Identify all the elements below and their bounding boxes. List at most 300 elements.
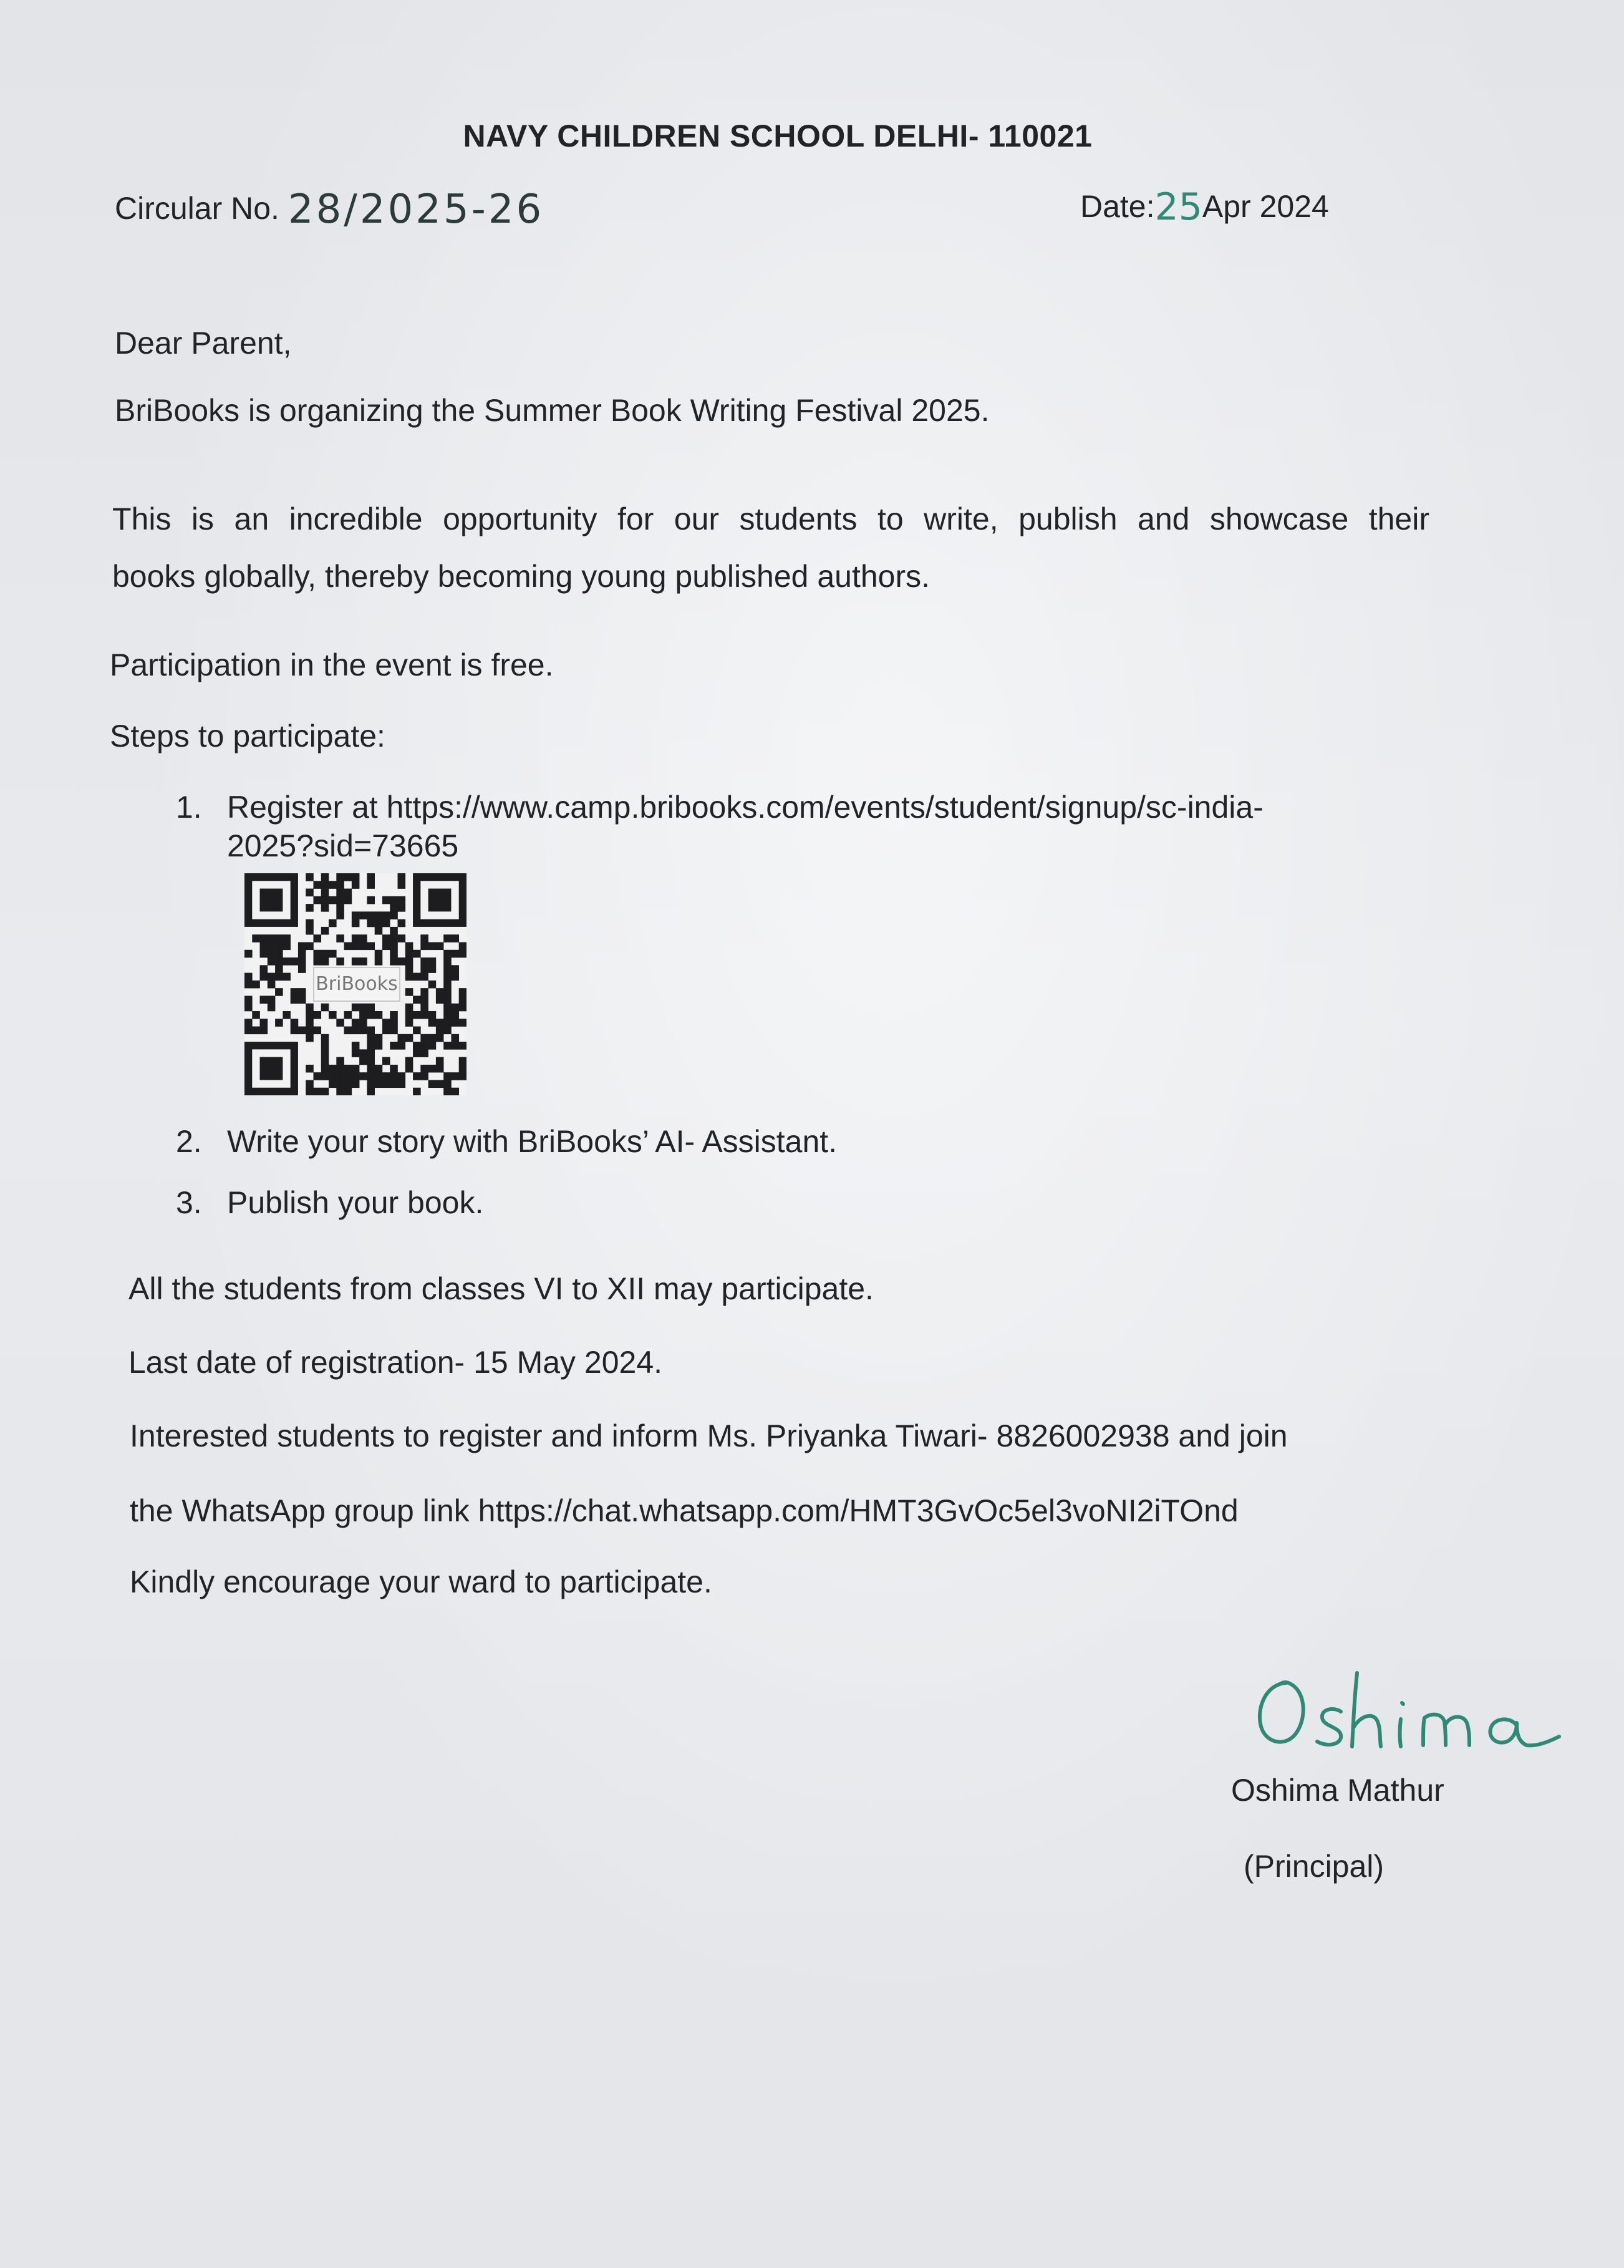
- qr-module: [336, 896, 344, 904]
- qr-module: [413, 1088, 421, 1095]
- qr-module: [382, 919, 390, 928]
- qr-module: [390, 1019, 398, 1027]
- qr-module: [336, 1080, 344, 1088]
- qr-finder-inner: [428, 889, 452, 912]
- qr-module: [390, 934, 398, 943]
- date-day-handwritten: 25: [1154, 185, 1202, 229]
- qr-module: [405, 942, 413, 950]
- qr-module: [260, 1019, 268, 1027]
- step-3-text: Publish your book.: [227, 1185, 484, 1220]
- opportunity-line-2: books globally, thereby becoming young published authors.: [112, 559, 930, 594]
- qr-module: [459, 1004, 466, 1012]
- qr-module: [436, 1057, 444, 1065]
- qr-module: [306, 889, 314, 897]
- qr-module: [321, 904, 329, 912]
- qr-module: [313, 1027, 321, 1035]
- qr-module: [329, 1065, 337, 1073]
- qr-module: [413, 950, 421, 958]
- qr-module: [344, 873, 352, 881]
- qr-module: [344, 889, 352, 897]
- qr-module: [352, 873, 360, 881]
- qr-module: [398, 881, 406, 889]
- qr-module: [459, 1072, 466, 1080]
- free-participation-note: Participation in the event is free.: [110, 647, 554, 682]
- qr-module: [367, 1011, 375, 1019]
- qr-module: [398, 1080, 406, 1088]
- qr-module: [298, 996, 306, 1004]
- qr-module: [313, 950, 321, 958]
- qr-module: [451, 934, 459, 943]
- qr-module: [436, 942, 444, 950]
- qr-module: [390, 1027, 398, 1035]
- qr-module: [405, 1065, 413, 1073]
- qr-module: [367, 1004, 375, 1012]
- qr-module: [283, 973, 291, 981]
- qr-module: [268, 996, 276, 1004]
- qr-module: [344, 1072, 352, 1080]
- qr-module: [291, 1019, 299, 1027]
- qr-module: [336, 881, 344, 889]
- qr-module: [405, 973, 413, 981]
- qr-module: [260, 973, 268, 981]
- qr-module: [405, 1011, 413, 1019]
- qr-module: [352, 942, 360, 950]
- qr-module: [291, 988, 299, 996]
- qr-module: [390, 1065, 398, 1073]
- contact-line-1: Interested students to register and inform Ms. Priyanka Tiwari- 8826002938 and join: [130, 1418, 1288, 1453]
- qr-module: [244, 950, 253, 958]
- qr-module: [420, 1065, 428, 1073]
- qr-module: [428, 981, 437, 989]
- qr-module: [398, 904, 406, 912]
- qr-module: [413, 996, 421, 1004]
- qr-module: [443, 988, 452, 996]
- qr-module: [244, 1027, 253, 1035]
- qr-module: [306, 1011, 314, 1019]
- qr-module: [367, 919, 375, 928]
- qr-module: [451, 1042, 459, 1050]
- qr-module: [375, 1065, 383, 1073]
- qr-module: [252, 934, 260, 943]
- qr-module: [375, 1080, 383, 1088]
- step-1-number: 1.: [176, 790, 202, 825]
- qr-module: [336, 911, 344, 919]
- principal-title: (Principal): [1244, 1849, 1385, 1884]
- qr-module: [420, 1004, 428, 1012]
- qr-module: [451, 1019, 459, 1027]
- qr-module: [306, 927, 314, 935]
- qr-module: [352, 1072, 360, 1080]
- qr-module: [352, 881, 360, 889]
- qr-module: [329, 1072, 337, 1080]
- qr-module: [405, 988, 413, 996]
- qr-module: [420, 1049, 428, 1057]
- qr-module: [313, 1072, 321, 1080]
- qr-module: [443, 1019, 452, 1027]
- qr-module: [329, 1011, 337, 1019]
- qr-module: [436, 1019, 444, 1027]
- qr-module: [420, 988, 428, 996]
- qr-module: [420, 1042, 428, 1050]
- qr-module: [398, 957, 406, 966]
- qr-module: [268, 942, 276, 950]
- qr-module: [459, 988, 466, 996]
- qr-module: [413, 1027, 421, 1035]
- qr-module: [375, 919, 383, 928]
- qr-module: [268, 934, 276, 943]
- principal-signature: [1247, 1659, 1572, 1765]
- qr-module: [451, 1072, 459, 1080]
- qr-module: [390, 1042, 398, 1050]
- qr-module: [359, 1072, 367, 1080]
- qr-module: [428, 965, 437, 973]
- qr-module: [321, 1042, 329, 1050]
- qr-module: [375, 1011, 383, 1019]
- eligibility-note: All the students from classes VI to XII may participate.: [128, 1271, 874, 1306]
- qr-module: [405, 1034, 413, 1042]
- qr-module: [352, 919, 360, 928]
- qr-module: [390, 911, 398, 919]
- qr-module: [413, 1049, 421, 1057]
- qr-module: [321, 896, 329, 904]
- qr-module: [275, 1019, 283, 1027]
- qr-module: [336, 1019, 344, 1027]
- qr-module: [390, 927, 398, 935]
- qr-module: [306, 1019, 314, 1027]
- qr-module: [298, 957, 306, 966]
- qr-module: [382, 1057, 390, 1065]
- step-1-text-continued: 2025?sid=73665: [227, 828, 459, 863]
- qr-module: [306, 1088, 314, 1095]
- qr-module: [344, 896, 352, 904]
- qr-module: [420, 957, 428, 966]
- qr-module: [244, 1019, 253, 1027]
- qr-module: [321, 927, 329, 935]
- qr-module: [367, 1057, 375, 1065]
- qr-module: [451, 1088, 459, 1095]
- qr-module: [428, 1065, 437, 1073]
- qr-module: [359, 942, 367, 950]
- qr-module: [298, 950, 306, 958]
- registration-qr-code: [244, 873, 466, 1095]
- qr-module: [367, 1080, 375, 1088]
- step-3-number: 3.: [176, 1185, 202, 1220]
- qr-module: [359, 1004, 367, 1012]
- qr-module: [260, 942, 268, 950]
- qr-module: [321, 1004, 329, 1012]
- qr-module: [443, 1088, 452, 1095]
- qr-module: [268, 957, 276, 966]
- qr-module: [268, 973, 276, 981]
- qr-module: [443, 1080, 452, 1088]
- qr-module: [244, 981, 253, 989]
- qr-module: [321, 1049, 329, 1057]
- qr-module: [367, 911, 375, 919]
- qr-module: [382, 1019, 390, 1027]
- qr-module: [382, 1072, 390, 1080]
- qr-module: [443, 1011, 452, 1019]
- qr-module: [352, 1004, 360, 1012]
- qr-module: [344, 1011, 352, 1019]
- circular-number-line: [115, 182, 544, 233]
- qr-module: [436, 988, 444, 996]
- qr-module: [390, 904, 398, 912]
- qr-module: [459, 1019, 466, 1027]
- qr-module: [382, 896, 390, 904]
- qr-module: [336, 873, 344, 881]
- qr-module: [443, 934, 452, 943]
- date-line: [1080, 182, 1329, 227]
- qr-module: [306, 1080, 314, 1088]
- qr-module: [352, 1049, 360, 1057]
- step-2-text: Write your story with BriBooks’ AI- Assistant.: [227, 1124, 838, 1159]
- qr-module: [359, 957, 367, 966]
- qr-module: [451, 1034, 459, 1042]
- qr-module: [352, 1042, 360, 1050]
- qr-module: [398, 1072, 406, 1080]
- qr-module: [443, 950, 452, 958]
- qr-module: [413, 1072, 421, 1080]
- qr-module: [291, 1027, 299, 1035]
- qr-module: [443, 981, 452, 989]
- qr-finder-inner: [260, 1057, 283, 1080]
- qr-module: [398, 919, 406, 928]
- qr-module: [359, 911, 367, 919]
- qr-module: [244, 973, 253, 981]
- qr-module: [390, 1011, 398, 1019]
- step-1-text: Register at https://www.camp.bribooks.com/events/student/signup/sc-india-: [227, 790, 1264, 825]
- qr-module: [420, 934, 428, 943]
- qr-module: [428, 942, 437, 950]
- qr-module: [367, 1049, 375, 1057]
- qr-module: [420, 965, 428, 973]
- qr-module: [268, 1004, 276, 1012]
- qr-module: [367, 1072, 375, 1080]
- qr-module: [359, 934, 367, 943]
- qr-module: [298, 988, 306, 996]
- qr-module: [306, 1065, 314, 1073]
- qr-module: [367, 942, 375, 950]
- qr-module: [443, 965, 452, 973]
- qr-module: [275, 988, 283, 996]
- qr-module: [321, 1088, 329, 1095]
- qr-module: [420, 1011, 428, 1019]
- qr-module: [268, 981, 276, 989]
- qr-module: [321, 957, 329, 966]
- qr-module: [443, 1042, 452, 1050]
- step-2-number: 2.: [176, 1124, 202, 1159]
- qr-module: [306, 873, 314, 881]
- qr-module: [283, 934, 291, 943]
- signature-graphic: [1247, 1659, 1572, 1765]
- qr-module: [375, 950, 383, 958]
- qr-module: [428, 1042, 437, 1050]
- qr-module: [275, 965, 283, 973]
- circular-label: Circular No.: [115, 191, 279, 226]
- qr-module: [260, 950, 268, 958]
- qr-module: [451, 950, 459, 958]
- qr-module: [291, 996, 299, 1004]
- qr-module: [321, 1065, 329, 1073]
- qr-module: [443, 1027, 452, 1035]
- qr-logo-label: BriBooks: [313, 967, 400, 1002]
- qr-module: [306, 919, 314, 928]
- qr-module: [244, 1004, 253, 1012]
- qr-module: [313, 881, 321, 889]
- qr-module: [390, 1072, 398, 1080]
- contact-line-2: the WhatsApp group link https://chat.whatsapp.com/HMT3GvOc5el3voNI2iTOnd: [130, 1493, 1239, 1528]
- qr-module: [321, 881, 329, 889]
- qr-module: [405, 1057, 413, 1065]
- qr-module: [420, 1034, 428, 1042]
- salutation: Dear Parent,: [115, 326, 292, 361]
- qr-module: [436, 1080, 444, 1088]
- qr-module: [352, 1027, 360, 1035]
- qr-module: [367, 896, 375, 904]
- circular-number-handwritten: 28/2025-26: [288, 187, 544, 233]
- qr-module: [382, 942, 390, 950]
- qr-module: [352, 911, 360, 919]
- qr-module: [367, 1027, 375, 1035]
- qr-module: [451, 1011, 459, 1019]
- qr-module: [428, 1011, 437, 1019]
- qr-module: [405, 950, 413, 958]
- qr-module: [313, 896, 321, 904]
- qr-module: [321, 1034, 329, 1042]
- qr-module: [375, 1042, 383, 1050]
- qr-module: [298, 942, 306, 950]
- qr-module: [413, 1042, 421, 1050]
- qr-module: [459, 1042, 466, 1050]
- qr-module: [375, 1072, 383, 1080]
- qr-module: [329, 1080, 337, 1088]
- qr-module: [436, 1065, 444, 1073]
- qr-module: [336, 1088, 344, 1095]
- qr-module: [352, 1080, 360, 1088]
- qr-module: [436, 996, 444, 1004]
- qr-module: [244, 996, 253, 1004]
- qr-module: [443, 973, 452, 981]
- qr-module: [275, 973, 283, 981]
- qr-module: [443, 1072, 452, 1080]
- qr-module: [352, 1065, 360, 1073]
- qr-module: [451, 1004, 459, 1012]
- qr-module: [275, 957, 283, 966]
- qr-module: [428, 1080, 437, 1088]
- qr-module: [359, 1027, 367, 1035]
- qr-module: [413, 1011, 421, 1019]
- qr-module: [436, 1034, 444, 1042]
- qr-module: [260, 934, 268, 943]
- qr-module: [321, 1057, 329, 1065]
- qr-module: [405, 965, 413, 973]
- qr-module: [298, 1027, 306, 1035]
- qr-module: [306, 1004, 314, 1012]
- qr-module: [329, 896, 337, 904]
- step-1: [176, 788, 1264, 826]
- qr-module: [451, 965, 459, 973]
- qr-module: [313, 1011, 321, 1019]
- qr-module: [313, 1088, 321, 1095]
- qr-module: [321, 889, 329, 897]
- date-label: Date:: [1080, 189, 1155, 224]
- qr-module: [405, 957, 413, 966]
- qr-module: [352, 934, 360, 943]
- qr-module: [398, 873, 406, 881]
- qr-module: [428, 1034, 437, 1042]
- qr-module: [382, 934, 390, 943]
- qr-module: [321, 873, 329, 881]
- qr-module: [420, 973, 428, 981]
- step-3: [176, 1184, 483, 1221]
- qr-module: [398, 1042, 406, 1050]
- qr-module: [344, 1065, 352, 1073]
- last-date-note: Last date of registration- 15 May 2024.: [128, 1345, 663, 1380]
- school-name-heading: NAVY CHILDREN SCHOOL DELHI- 110021: [463, 119, 1093, 153]
- qr-module: [459, 1057, 466, 1065]
- qr-module: [344, 1027, 352, 1035]
- qr-module: [352, 1019, 360, 1027]
- qr-module: [367, 1034, 375, 1042]
- qr-module: [283, 1011, 291, 1019]
- qr-module: [291, 957, 299, 966]
- qr-module: [336, 904, 344, 912]
- qr-module: [443, 996, 452, 1004]
- qr-module: [459, 950, 466, 958]
- qr-module: [336, 1057, 344, 1065]
- qr-module: [382, 911, 390, 919]
- qr-module: [359, 1011, 367, 1019]
- qr-finder-inner: [260, 889, 283, 912]
- qr-module: [283, 942, 291, 950]
- qr-module: [344, 1088, 352, 1095]
- qr-module: [252, 1027, 260, 1035]
- qr-module: [398, 934, 406, 943]
- closing-line: Kindly encourage your ward to participate.: [130, 1564, 712, 1599]
- qr-module: [405, 1019, 413, 1027]
- qr-module: [420, 996, 428, 1004]
- qr-module: [306, 1027, 314, 1035]
- qr-module: [260, 965, 268, 973]
- qr-module: [352, 957, 360, 966]
- qr-module: [375, 927, 383, 935]
- qr-module: [260, 996, 268, 1004]
- qr-module: [367, 873, 375, 881]
- qr-module: [329, 919, 337, 928]
- qr-module: [252, 1011, 260, 1019]
- qr-module: [336, 889, 344, 897]
- qr-module: [275, 942, 283, 950]
- qr-module: [367, 1088, 375, 1095]
- qr-module: [321, 950, 329, 958]
- step-2: [176, 1123, 837, 1160]
- qr-module: [344, 942, 352, 950]
- qr-module: [367, 1042, 375, 1050]
- principal-name: Oshima Mathur: [1231, 1773, 1444, 1808]
- qr-module: [306, 942, 314, 950]
- qr-module: [375, 1034, 383, 1042]
- qr-module: [359, 1049, 367, 1057]
- qr-module: [390, 950, 398, 958]
- qr-module: [329, 881, 337, 889]
- qr-module: [313, 957, 321, 966]
- qr-module: [459, 1065, 466, 1073]
- qr-module: [313, 934, 321, 943]
- qr-module: [428, 1019, 437, 1027]
- qr-module: [367, 1065, 375, 1073]
- qr-module: [283, 957, 291, 966]
- qr-module: [268, 950, 276, 958]
